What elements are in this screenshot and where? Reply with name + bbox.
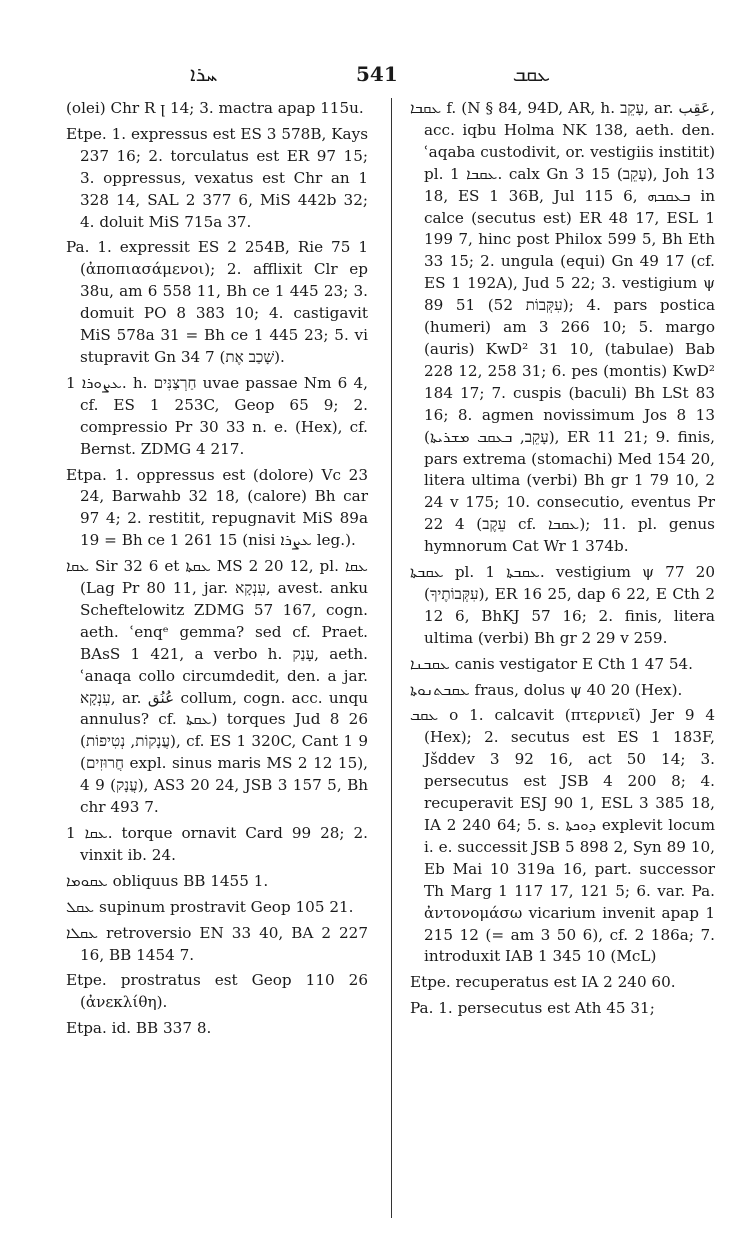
entry-paragraph: (olei) Chr R ꞁ 14; 3. mactra apap 115u. — [66, 99, 364, 117]
header-left-word: ܚܪܐ — [190, 62, 218, 86]
entry-paragraph: Etpe. recuperatus est IA 2 240 60. — [410, 973, 676, 992]
entry-paragraph: ܥܩܒܐ f. (N § 84, 94D, AR, h. עָקֵב, ar. عَقِب, acc. iqbu Holma NK 138, aeth. den. ʿaqaba custodivit, or. vestigiis institit) pl. ܥܩܒܐ 1. calx Gn 3 15 (עָקֵב), Joh 13 18, ES 1 36B, Jul 115 6, ܒܥܩܒܗ in calce (secutus est) ER 48 17, ESL 1 199 7, hinc post Philox 599 5, Bh Eth 33 15; 2. ungula (equi) Gn 49 17 (cf. ES 1 192A), Jud 5 22; 3. vestigium ψ 89 51 (52 עִקְּבוֹת); 4. pars postica (humeri) am 3 266 10; 5. margo (auris) KwD² 31 10, (tabulae) Bab 228 12, 258 31; 6. pes (montis) KwD² 184 17; 7. cuspis (baculi) Bh LSt 83 16; 8. agmen novissimum Jos 8 13 (עָקֵב, ܒܥܩܒ ܡܫܪܝܬܐ), ER 11 21; 9. finis, pars extrema (stomachi) Med 154 20, litera ultima (verbi) Bh gr 1 79 10, 2 24 v 175; 10. consecutio, eventus Pr 22 4 (עֵקֶב cf. ܥܩܒܐ); 11. pl. genus hymnorum Cat Wr 1 374b. — [410, 99, 716, 556]
entry-paragraph: ܥܩܒܢܐ canis vestigator E Cth 1 47 54. — [410, 654, 694, 673]
column-divider — [391, 98, 392, 1218]
entry-paragraph: ܥܩܒܬܐ pl. ܥܩܒܬܐ 1. vestigium ψ 77 20 (עִקְּבוֹתֶיךָ), ER 16 25, dap 6 22, E Cth 2 12 6, BhKJ 57 16; 2. finis, litera ultima (verbi) Bh gr 2 29 v 259. — [410, 563, 715, 647]
entry-paragraph: Pa. 1. persecutus est Ath 45 31; — [410, 999, 655, 1018]
entry-paragraph: Etpa. id. BB 337 8. — [66, 1019, 212, 1038]
entry-paragraph: ܥܩܠܐ retroversio EN 33 40, BA 2 227 16, BB 1454 7. — [66, 923, 368, 964]
page-number: 541 — [356, 62, 398, 86]
entry-paragraph: ܥܩܘܡܐ obliquus BB 1455 1. — [66, 871, 269, 890]
left-column — [66, 98, 368, 1044]
page-header — [60, 62, 690, 92]
entry-paragraph: Pa. 1. expressit ES 2 254B, Rie 75 1 (ἀποπιασάμενοι); 2. afflixit Clr ep 38u, am 6 558 11, Bh ce 1 445 23; 3. domuit PO 8 383 10; 4. castigavit MiS 578a 31 = Bh ce 1 445 23; 5. vi stupravit Gn 34 7 (שָׁכַב אֶת). — [66, 238, 368, 366]
right-column — [410, 98, 715, 1024]
header-right-word: ܥܩܒ — [512, 62, 550, 86]
entry-paragraph: ܥܩܐ Sir 32 6 et ܥܩܬܐ MS 2 20 12, pl. ܥܩܐ (Lag Pr 80 11, jar. עִנְקָא, avest. anku Scheftelowitz ZDMG 57 167, cogn. aeth. ʿenqᵉ gemma? sed cf. Praet. BAsS 1 421, a verbo h. עָנַק, aeth. ʿanaqa collo circumdedit, den. a jar. עִנְקָא, ar. عُنُق collum, cogn. acc. unqu annulus? cf. ܥܩܬܐ) torques Jud 8 26 (עֲנָקוֹת, נְטִיפוֹת), cf. ES 1 320C, Cant 1 9 (חֲרוּזִים expl. sinus maris MS 2 12 15), 4 9 (עֲנָק), AS3 20 24, JSB 3 157 5, Bh chr 493 7. — [66, 557, 369, 817]
entry-paragraph: ܥܩܒ o 1. calcavit (πτερνιεῖ) Jer 9 4 (Hex); 2. secutus est ES 1 183F, Jšddev 3 92 16, act 50 14; 3. persecutus est JSB 4 200 8; 4. recuperavit ESJ 90 1, ESL 3 385 18, IA 2 240 64; 5. s. ܕܘܟܬܐ explevit locum i. e. successit JSB 5 898 2, Syn 89 10, Eb Mai 10 319a 16, part. successor Th Marg 1 117 17, 121 5; 6. var. Pa. ἀντονομάσω vicarium invenit apap 1 215 12 (= am 3 50 6), cf. 2 186a; 7. introduxit IAB 1 345 10 (McL) — [410, 706, 715, 966]
entry-paragraph: ܥܩܒܬܢܘܬܐ fraus, dolus ψ 40 20 (Hex). — [410, 680, 683, 699]
entry-paragraph: Etpe. 1. expressus est ES 3 578B, Kays 237 16; 2. torculatus est ER 97 15; 3. oppressus, vexatus est Chr an 1 328 14, SAL 2 377 6, MiS 442b 32; 4. doluit MiS 715a 37. — [66, 124, 368, 231]
entry-paragraph: ܥܩܠ supinum prostravit Geop 105 21. — [66, 897, 354, 916]
entry-paragraph: ܥܨܘܪܐ 1. h. חַרְצַנִּים uvae passae Nm 6 4, cf. ES 1 253C, Geop 65 9; 2. compressio Pr 30 33 n. e. (Hex), cf. Bernst. ZDMG 4 217. — [66, 373, 368, 458]
entry-paragraph: ܥܩܐ 1. torque ornavit Card 99 28; 2. vinxit ib. 24. — [66, 824, 368, 864]
entry-paragraph: Etpe. prostratus est Geop 110 26 (ἀνεκλίθη). — [66, 971, 368, 1012]
entry-paragraph: Etpa. 1. oppressus est (dolore) Vc 23 24, Barwahb 32 18, (calore) Bh car 97 4; 2. restitit, repugnavit MiS 89a 19 = Bh ce 1 261 15 (nisi ܥܨܪܐ leg.). — [66, 465, 368, 550]
